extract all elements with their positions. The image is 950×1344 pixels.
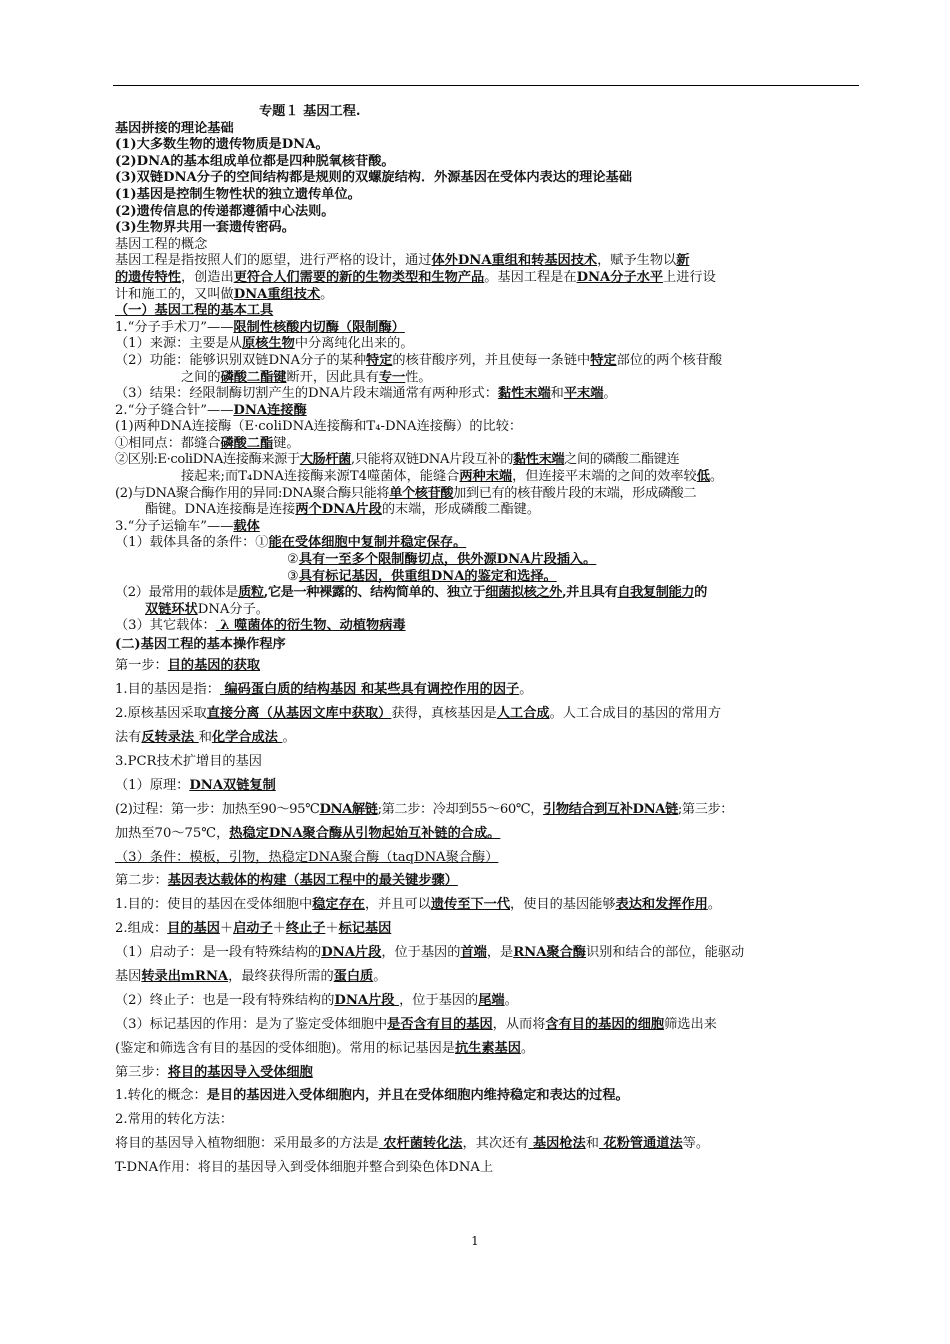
- text-run: （2）最常用的载体是: [115, 585, 239, 601]
- text-run: 专题１ 基因工程.: [259, 104, 361, 119]
- text-line: [115, 535, 861, 552]
- underlined-term: 质粒: [238, 585, 264, 601]
- underlined-term: DNA连接酶: [233, 402, 307, 418]
- text-line: [115, 353, 861, 370]
- underlined-term: 磷酸二酯: [220, 435, 274, 451]
- text-run: (1)基因是控制生物性状的独立遗传单位。: [115, 186, 361, 202]
- text-run: 。: [320, 286, 334, 302]
- text-run: (3)双链DNA分子的空间结构都是规则的双螺旋结构．外源基因在受体内表达的理论基础: [115, 170, 632, 186]
- underlined-term: 是否含有目的基因: [387, 1016, 493, 1032]
- text-run: (鉴定和筛选含有目的基因的受体细胞)。常用的标记基因是: [115, 1040, 455, 1056]
- underlined-term: 自我复制能力: [617, 585, 695, 601]
- text-run: 1.目的：使目的基因在受体细胞中: [115, 897, 313, 913]
- text-run: 。: [707, 897, 722, 913]
- page-number: 1: [471, 1234, 479, 1248]
- text-run: 。: [520, 1040, 535, 1056]
- text-run: ，但连接平末端的之间的效率较: [512, 469, 697, 485]
- text-run: (2)与DNA聚合酶作用的异同:DNA聚合酶只能将: [115, 485, 390, 501]
- text-run: 部位的两个核苷酸: [616, 352, 723, 368]
- text-run: 和: [550, 386, 564, 402]
- underlined-term: 目的基因的获取: [167, 658, 261, 674]
- text-line: [115, 750, 861, 774]
- text-run: （2）功能：能够识别双链DNA分子的某种: [115, 352, 367, 368]
- text-run: 的核苷酸序列，并且使每一条链中: [392, 352, 591, 368]
- text-line: [115, 237, 861, 254]
- underlined-term: 花粉管通道法: [598, 1136, 683, 1152]
- text-run: 1.转化的概念：: [115, 1088, 207, 1104]
- text-run: 的末端，形成磷酸二酯键。: [381, 502, 541, 518]
- text-run: (2)过程：第一步：加热至90～95℃: [115, 801, 320, 817]
- underlined-term: 蛋白质: [333, 968, 374, 984]
- underlined-term: DNA分子水平: [576, 269, 664, 285]
- underlined-term: 限制性核酸内切酶（限制酶）: [233, 319, 405, 335]
- underlined-term: 能在受体细胞中复制并稳定保存。: [268, 535, 467, 551]
- underlined-term: DNA片段: [334, 992, 400, 1008]
- underlined-term: 单个核苷酸: [389, 485, 454, 501]
- underlined-term: 体外DNA重组和转基因技术: [431, 253, 598, 269]
- text-run: 基因拼接的理论基础: [115, 120, 234, 136]
- underlined-term: （3）条件：模板，引物，热稳定DNA聚合酶（taqDNA聚合酶）: [115, 849, 499, 865]
- text-run: 。: [282, 730, 296, 746]
- underlined-term: 引物结合到互补DNA链: [543, 801, 678, 817]
- text-run: (二)基因工程的基本操作程序: [115, 637, 286, 652]
- underlined-term: 遗传至下一代: [430, 897, 511, 913]
- underlined-term: 启动子: [233, 921, 273, 937]
- underlined-term: 首端: [460, 945, 487, 961]
- text-run: 加热至70～75℃，: [115, 825, 230, 841]
- underlined-term: 转录出mRNA: [141, 968, 229, 984]
- text-run: 性。: [405, 369, 432, 385]
- text-run: ,它是一种: [263, 585, 319, 601]
- text-run: ①相同点：都缝合: [115, 435, 221, 451]
- text-run: ，创造出: [180, 269, 234, 285]
- underlined-term: 热稳定DNA聚合酶从引物起始互补链的合成。: [229, 825, 501, 841]
- underlined-term: 抗生素基因: [454, 1040, 521, 1056]
- text-line: [115, 469, 861, 486]
- text-line: [115, 678, 861, 702]
- text-line: [115, 602, 861, 619]
- text-line: [115, 486, 861, 503]
- text-run: 2.“分子缝合针”——: [115, 402, 234, 418]
- text-run: 接起来;而T₄DNA连接酶来源T4噬菌体，能缝合: [181, 469, 460, 485]
- text-line: [115, 320, 861, 337]
- text-run: (1)两种DNA连接酶（E·coliDNA连接酶和T₄-DNA连接酶）的比较：: [115, 419, 523, 435]
- underlined-term: λ 噬菌体的衍生物、动植物病毒: [215, 618, 406, 634]
- text-run: 计和施工的，又叫做: [115, 286, 234, 302]
- text-line: [115, 270, 861, 287]
- text-line: [115, 846, 861, 870]
- underlined-term: 含有目的基因的细胞: [545, 1016, 665, 1032]
- text-run: 基因: [115, 968, 142, 984]
- underlined-term: 两个DNA片段: [295, 502, 382, 518]
- text-run: ＋: [219, 921, 234, 937]
- text-line: [115, 452, 861, 469]
- text-line: [115, 965, 861, 989]
- text-run: ＋: [272, 921, 286, 937]
- underlined-term: 基因枪法: [528, 1136, 586, 1152]
- text-line: [115, 1156, 861, 1180]
- text-line: [115, 220, 861, 237]
- underlined-term: DNA双链复制: [189, 777, 276, 793]
- text-line: [115, 798, 861, 822]
- text-line: [115, 726, 861, 750]
- text-run: （1）来源：主要是从: [115, 336, 243, 352]
- text-run: (3)生物界共用一套遗传密码。: [115, 220, 295, 236]
- text-line: [115, 552, 861, 569]
- text-run: 第三步：: [115, 1064, 168, 1080]
- underlined-term: 大肠杆菌: [299, 452, 351, 468]
- text-line: [115, 303, 861, 320]
- text-line: [115, 436, 861, 453]
- text-run: （3）其它载体：: [115, 618, 216, 634]
- text-run: 基因工程的概念: [115, 236, 208, 252]
- text-run: （3）结果：经限制酶切割产生的DNA片段末端通常有两种形式：: [115, 386, 498, 402]
- text-run: T-DNA作用：将目的基因导入到受体细胞并整合到染色体DNA上: [115, 1160, 494, 1176]
- underlined-term: 农杆菌转化法: [378, 1136, 463, 1152]
- underlined-term: 平末端: [563, 386, 604, 402]
- text-line: [115, 154, 861, 171]
- text-run: 是目的基因进入受体细胞内，并且在受体细胞内维持稳定和表达的过程。: [206, 1088, 629, 1104]
- text-run: 第二步：: [115, 873, 168, 889]
- underlined-term: 基因表达载体的构建（基因工程中的最关键步骤）: [167, 873, 458, 889]
- text-line: [115, 822, 861, 846]
- text-line: [115, 585, 861, 602]
- text-line: [115, 519, 861, 536]
- text-line: [115, 386, 861, 403]
- text-run: 识别和结合的部位，能驱动: [586, 945, 745, 961]
- text-line: [115, 917, 861, 941]
- text-run: DNA分子。: [197, 601, 269, 617]
- text-line: [115, 893, 861, 917]
- text-run: ，赋予生物以: [597, 253, 677, 269]
- text-run: ，是: [486, 945, 514, 961]
- underlined-term: 化学合成法: [211, 730, 283, 746]
- text-run: ，最终获得所需的: [228, 968, 334, 984]
- underlined-term: 专一: [378, 369, 406, 385]
- underlined-term: 特定: [366, 352, 393, 368]
- underlined-term: 细菌拟核之外: [485, 585, 562, 601]
- text-run: ，并且可以: [364, 897, 431, 913]
- text-run: （2）终止子：也是一段有特殊结构的: [115, 992, 335, 1008]
- text-run: 将目的基因导入植物细胞：采用最多的方法是: [115, 1136, 379, 1152]
- text-run: ,只能将双链DNA片段互补的: [350, 452, 514, 468]
- text-run: 。基因工程是在: [484, 269, 577, 285]
- document-body: [115, 104, 861, 1180]
- text-line: [115, 618, 861, 635]
- text-run: 裸露的、结构简单的、独立于: [319, 585, 486, 601]
- underlined-term: 人工合成: [496, 706, 550, 722]
- text-run: 。: [373, 968, 387, 984]
- text-line: [115, 502, 861, 519]
- underlined-term: 尾端: [478, 992, 505, 1008]
- text-run: 等。: [682, 1136, 710, 1152]
- text-run: 和: [585, 1136, 599, 1152]
- text-run: 之间的磷酸二酯键连: [564, 452, 680, 468]
- text-line: [115, 989, 861, 1013]
- underlined-term: 的遗传特性: [115, 269, 181, 285]
- text-line: [115, 187, 861, 204]
- text-run: 1.“分子手术刀”——: [115, 319, 234, 335]
- underlined-term: 编码蛋白质的结构基因 和某些具有调控作用的因子: [219, 682, 520, 698]
- text-run: （1）启动子：是一段有特殊结构的: [115, 945, 322, 961]
- text-run: (1)大多数生物的遗传物质是DNA。: [115, 137, 329, 153]
- underlined-term: 反转录法: [141, 730, 199, 746]
- text-run: (2)DNA的基本组成单位都是四种脱氧核苷酸。: [115, 153, 395, 169]
- text-line: [115, 1037, 861, 1061]
- text-run: 和: [198, 730, 212, 746]
- text-run: 加到已有的核苷酸片段的末端，形成磷酸二: [453, 485, 697, 501]
- text-run: 基因工程是指按照人们的愿望，进行严格的设计，通过: [115, 253, 432, 269]
- text-run: 。: [519, 682, 533, 698]
- text-run: 2.组成：: [115, 921, 168, 937]
- text-line: [115, 569, 861, 586]
- underlined-term: 表达和发挥作用: [615, 897, 708, 913]
- text-line: [115, 121, 861, 138]
- text-run: ,并且具有: [561, 585, 618, 601]
- text-run: ②: [287, 552, 299, 568]
- underlined-term: 具有标记基因，供重组DNA的鉴定和选择。: [298, 568, 557, 584]
- text-run: ＋: [325, 921, 339, 937]
- text-run: ，位于基因的: [381, 945, 461, 961]
- text-run: 2.原核基因采取: [115, 706, 207, 722]
- text-run: ，使目的基因能够: [510, 897, 616, 913]
- underlined-term: 新: [676, 253, 690, 269]
- underlined-term: 磷酸二酯键: [220, 369, 287, 385]
- text-run: 酯键。DNA连接酶是连接: [145, 502, 296, 518]
- underlined-term: 原核生物: [242, 336, 295, 352]
- text-line: [115, 1084, 861, 1108]
- underlined-term: DNA解链: [319, 801, 378, 817]
- underlined-term: 将目的基因导入受体细胞: [167, 1064, 313, 1080]
- text-run: ③: [287, 568, 299, 584]
- underlined-term: 低: [696, 469, 710, 485]
- text-line: [115, 774, 861, 798]
- text-line: [115, 1061, 861, 1085]
- underlined-term: 标记基因: [338, 921, 392, 937]
- text-run: 上进行设: [663, 269, 716, 285]
- text-run: 筛选出来: [664, 1016, 717, 1032]
- underlined-term: 黏性末端: [497, 386, 551, 402]
- text-run: 断开，因此具有: [286, 369, 379, 385]
- text-run: 法有: [115, 730, 142, 746]
- underlined-term: 目的基因: [167, 921, 220, 937]
- underlined-term: 特定: [590, 352, 617, 368]
- text-run: 第一步：: [115, 658, 168, 674]
- text-line: [115, 403, 861, 420]
- text-run: 2.常用的转化方法：: [115, 1112, 234, 1128]
- text-line: [115, 419, 861, 436]
- underlined-term: 更符合人们需要的新的生物类型和生物产品: [233, 269, 485, 285]
- text-run: 1.目的基因是指：: [115, 682, 220, 698]
- text-line: [115, 869, 861, 893]
- text-line: [115, 104, 861, 121]
- text-run: ，从而将: [492, 1016, 546, 1032]
- text-line: [115, 204, 861, 221]
- text-run: 中分离纯化出来的。: [294, 336, 414, 352]
- text-run: 键。: [273, 435, 300, 451]
- text-run: 3.PCR技术扩增目的基因: [115, 753, 262, 769]
- text-line: [115, 1013, 861, 1037]
- underlined-term: 具有一至多个限制酶切点，供外源DNA片段插入。: [298, 552, 597, 568]
- text-run: （1）原理：: [115, 777, 190, 793]
- underlined-term: DNA重组技术: [233, 286, 321, 302]
- text-line: [115, 287, 861, 304]
- underlined-term: 终止子: [285, 921, 326, 937]
- text-line: [115, 702, 861, 726]
- underlined-term: 载体: [233, 518, 260, 534]
- text-run: 3.“分子运输车”——: [115, 518, 234, 534]
- text-run: 之间的: [181, 369, 221, 385]
- text-line: [115, 941, 861, 965]
- text-run: ，其次还有: [462, 1136, 529, 1152]
- text-run: ，位于基因的: [399, 992, 479, 1008]
- underlined-term: 稳定存在: [312, 897, 365, 913]
- underlined-term: 黏性末端: [513, 452, 565, 468]
- underlined-term: RNA聚合酶: [513, 945, 586, 961]
- text-line: [115, 170, 861, 187]
- text-line: [115, 253, 861, 270]
- header-rule: [113, 85, 859, 86]
- text-line: [115, 336, 861, 353]
- underlined-term: 双链环状: [145, 601, 198, 617]
- underlined-term: （一）基因工程的基本工具: [115, 303, 274, 319]
- text-run: （3）标记基因的作用：是为了鉴定受体细胞中: [115, 1016, 388, 1032]
- text-line: [115, 654, 861, 678]
- text-run: 。人工合成目的基因的常用方: [549, 706, 722, 722]
- text-line: [115, 635, 861, 654]
- text-run: ;第三步：: [677, 801, 734, 817]
- text-run: 的: [694, 585, 707, 601]
- text-run: （1）载体具备的条件：①: [115, 535, 269, 551]
- underlined-term: 两种末端: [459, 469, 513, 485]
- text-run: 。: [709, 469, 724, 485]
- text-run: 。: [603, 386, 617, 402]
- text-run: 获得，真核基因是: [391, 706, 497, 722]
- text-line: [115, 1108, 861, 1132]
- underlined-term: DNA片段: [321, 945, 382, 961]
- text-run: (2)遗传信息的传递都遵循中心法则。: [115, 203, 335, 219]
- text-run: ②区别:E·coliDNA连接酶来源于: [115, 452, 300, 468]
- underlined-term: 直接分离（从基因文库中获取）: [206, 706, 392, 722]
- text-line: [115, 1132, 861, 1156]
- text-line: [115, 137, 861, 154]
- text-run: ;第二步：冷却到55～60℃，: [377, 801, 544, 817]
- text-run: 。: [504, 992, 518, 1008]
- text-line: [115, 370, 861, 387]
